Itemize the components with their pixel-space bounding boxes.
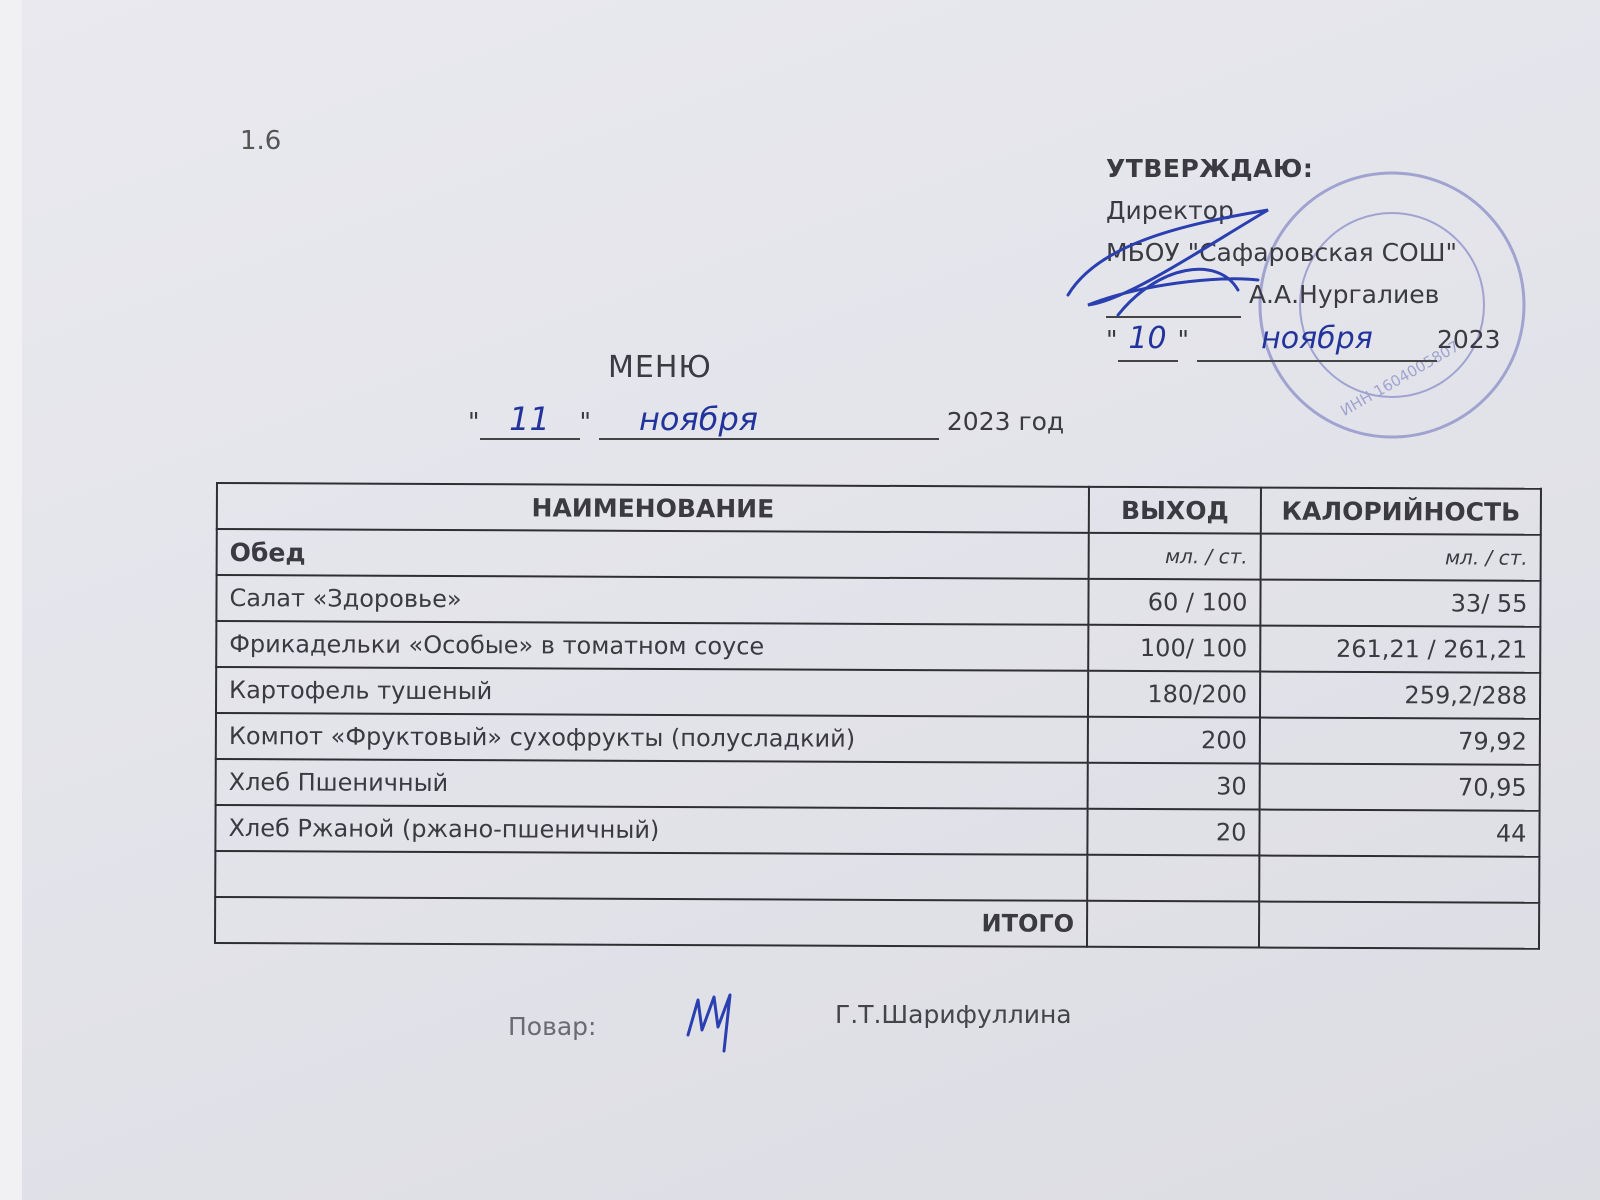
row-name: Фрикадельки «Особые» в томатном соусе xyxy=(216,621,1088,671)
menu-date-line: " 11 " ноября 2023 год xyxy=(468,400,1065,438)
total-label: ИТОГО xyxy=(215,897,1087,947)
menu-title: МЕНЮ xyxy=(608,350,712,385)
paper-edge xyxy=(0,0,22,1200)
table-row xyxy=(216,713,1540,765)
row-name: Салат «Здоровье» xyxy=(216,575,1088,625)
table-row xyxy=(215,805,1539,857)
section-name: Обед xyxy=(217,529,1089,579)
approval-date-line: " 10 " ноября 2023 xyxy=(1106,318,1501,362)
header-output: ВЫХОД xyxy=(1089,487,1261,534)
row-name: Картофель тушеный xyxy=(216,667,1088,717)
row-output: 180/200 xyxy=(1088,671,1260,718)
approval-date-year: 2023 xyxy=(1436,325,1501,354)
approval-date-day: 10 xyxy=(1118,318,1178,362)
row-calories: 79,92 xyxy=(1260,718,1540,765)
document-number: 1.6 xyxy=(240,126,282,156)
row-name xyxy=(215,851,1087,901)
row-calories: 261,21 / 261,21 xyxy=(1260,626,1540,673)
total-row xyxy=(215,897,1539,949)
menu-date-month: ноября xyxy=(599,400,939,440)
menu-date-day: 11 xyxy=(480,400,580,440)
table-row xyxy=(216,575,1540,627)
row-output: 60 / 100 xyxy=(1088,579,1260,626)
menu-date-year: 2023 год xyxy=(946,407,1065,436)
row-name: Хлеб Пшеничный xyxy=(216,759,1088,809)
row-output: 200 xyxy=(1088,717,1260,764)
menu-table xyxy=(214,482,1542,950)
section-output-unit: мл. / ст. xyxy=(1089,533,1261,580)
row-output: 100/ 100 xyxy=(1088,625,1260,672)
approval-organization: МБОУ "Сафаровская СОШ" xyxy=(1106,238,1457,267)
signature-blank xyxy=(1106,274,1241,318)
approval-title: УТВЕРЖДАЮ: xyxy=(1106,154,1314,183)
row-output xyxy=(1087,855,1259,902)
row-calories: 44 xyxy=(1259,810,1539,857)
approval-signature-line xyxy=(1106,274,1501,318)
cook-name: Г.Т.Шарифуллина xyxy=(835,1000,1072,1029)
row-output: 20 xyxy=(1087,809,1259,856)
header-calories: КАЛОРИЙНОСТЬ xyxy=(1261,488,1541,535)
approval-position: Директор xyxy=(1106,196,1234,225)
total-output xyxy=(1087,901,1259,948)
row-calories xyxy=(1259,856,1539,903)
row-calories: 70,95 xyxy=(1260,764,1540,811)
row-calories: 33/ 55 xyxy=(1260,580,1540,627)
row-output: 30 xyxy=(1088,763,1260,810)
section-calories-unit: мл. / ст. xyxy=(1261,534,1541,581)
table-row xyxy=(216,759,1540,811)
director-name: А.А.Нургалиев xyxy=(1248,280,1440,309)
total-calories xyxy=(1259,902,1539,949)
row-name: Компот «Фруктовый» сухофрукты (полусладкий) xyxy=(216,713,1088,763)
approval-date-month: ноября xyxy=(1197,318,1437,362)
cook-signature xyxy=(680,985,770,1055)
row-calories: 259,2/288 xyxy=(1260,672,1540,719)
approval-block xyxy=(1106,148,1501,362)
table-row xyxy=(216,667,1540,719)
table-header-row xyxy=(217,483,1541,535)
table-row xyxy=(216,621,1540,673)
table-row-empty xyxy=(215,851,1539,903)
section-row xyxy=(217,529,1541,581)
header-name: НАИМЕНОВАНИЕ xyxy=(217,483,1089,533)
cook-label: Повар: xyxy=(508,1012,597,1041)
row-name: Хлеб Ржаной (ржано-пшеничный) xyxy=(215,805,1087,855)
stamp-inn-text: ИНН 1604005807 xyxy=(1337,337,1463,420)
